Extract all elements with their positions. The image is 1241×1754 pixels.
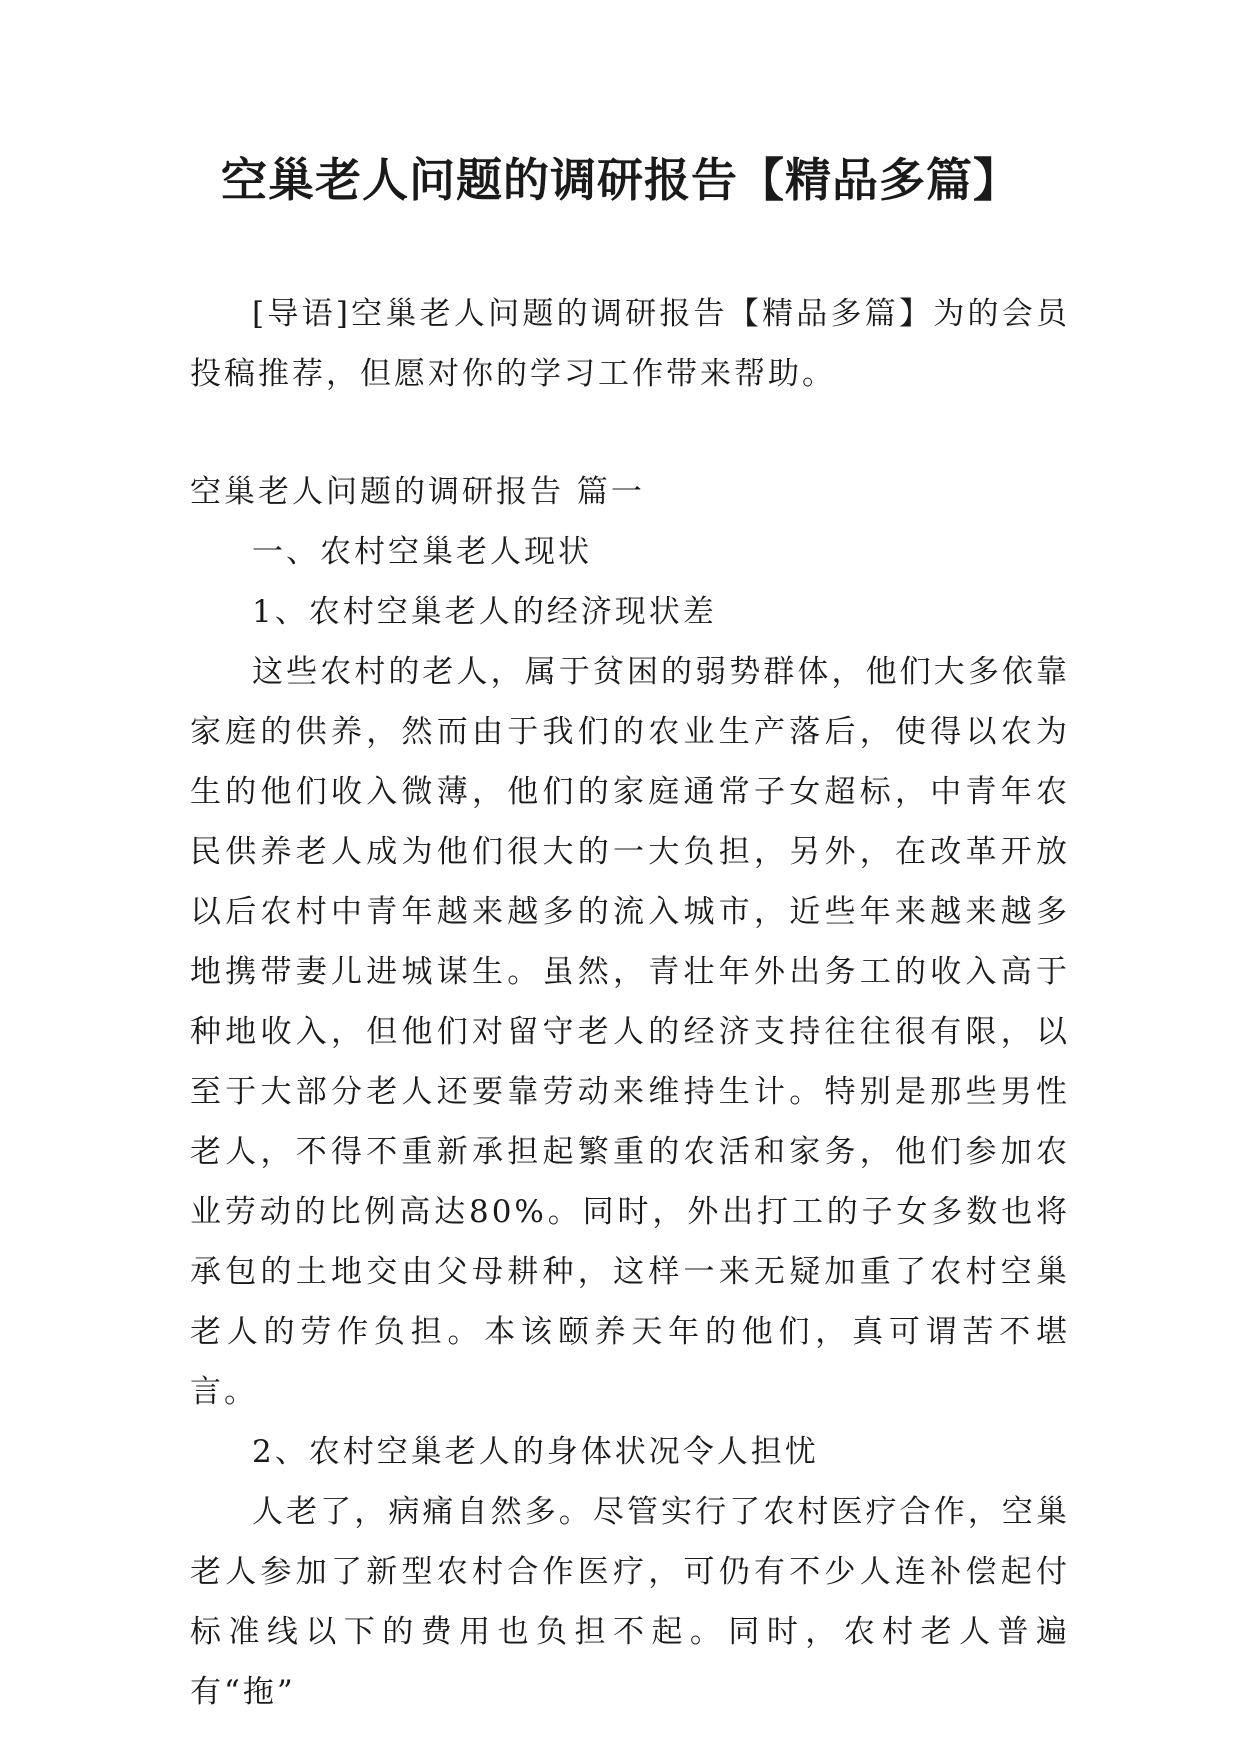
subheading-health-status: 2、农村空巢老人的身体状况令人担忧 [252,1434,819,1470]
section-heading: 空巢老人问题的调研报告 篇一 [190,474,645,510]
paragraph-economic-details: 这些农村的老人，属于贫困的弱势群体，他们大多依靠家庭的供养，然而由于我们的农业生产落后，使得以农为生的他们收入微薄，他们的家庭通常子女超标，中青年农民供养老人成为他们很大的一大负担，另外，在改革开放以后农村中青年越来越多的流入城市，近些年来越来越多地携带妻儿进城谋生。虽然，青壮年外出务工的收入高于种地收入，但他们对留守老人的经济支持往往很有限，以至于大部分老人还要靠劳动来维持生计。特别是那些男性老人，不得不重新承担起繁重的农活和家务，他们参加农业劳动的比例高达80%。同时，外出打工的子女多数也将承包的土地交由父母耕种，这样一来无疑加重了农村空巢老人的劳作负担。本该颐养天年的他们，真可谓苦不堪言。 [190,654,1070,1410]
intro-paragraph: [导语]空巢老人问题的调研报告【精品多篇】为的会员投稿推荐，但愿对你的学习工作带来帮助。 [190,296,1070,392]
subheading-economic-status: 1、农村空巢老人的经济现状差 [252,594,717,630]
section-1 [190,462,1070,1722]
document-title: 空巢老人问题的调研报告【精品多篇】 [221,153,1020,207]
subheading-rural-status: 一、农村空巢老人现状 [252,534,592,570]
paragraph-health-details: 人老了，病痛自然多。尽管实行了农村医疗合作，空巢老人参加了新型农村合作医疗，可仍有不少人连补偿起付标准线以下的费用也负担不起。同时，农村老人普遍有“拖” [190,1494,1070,1710]
intro-block [190,284,1070,404]
